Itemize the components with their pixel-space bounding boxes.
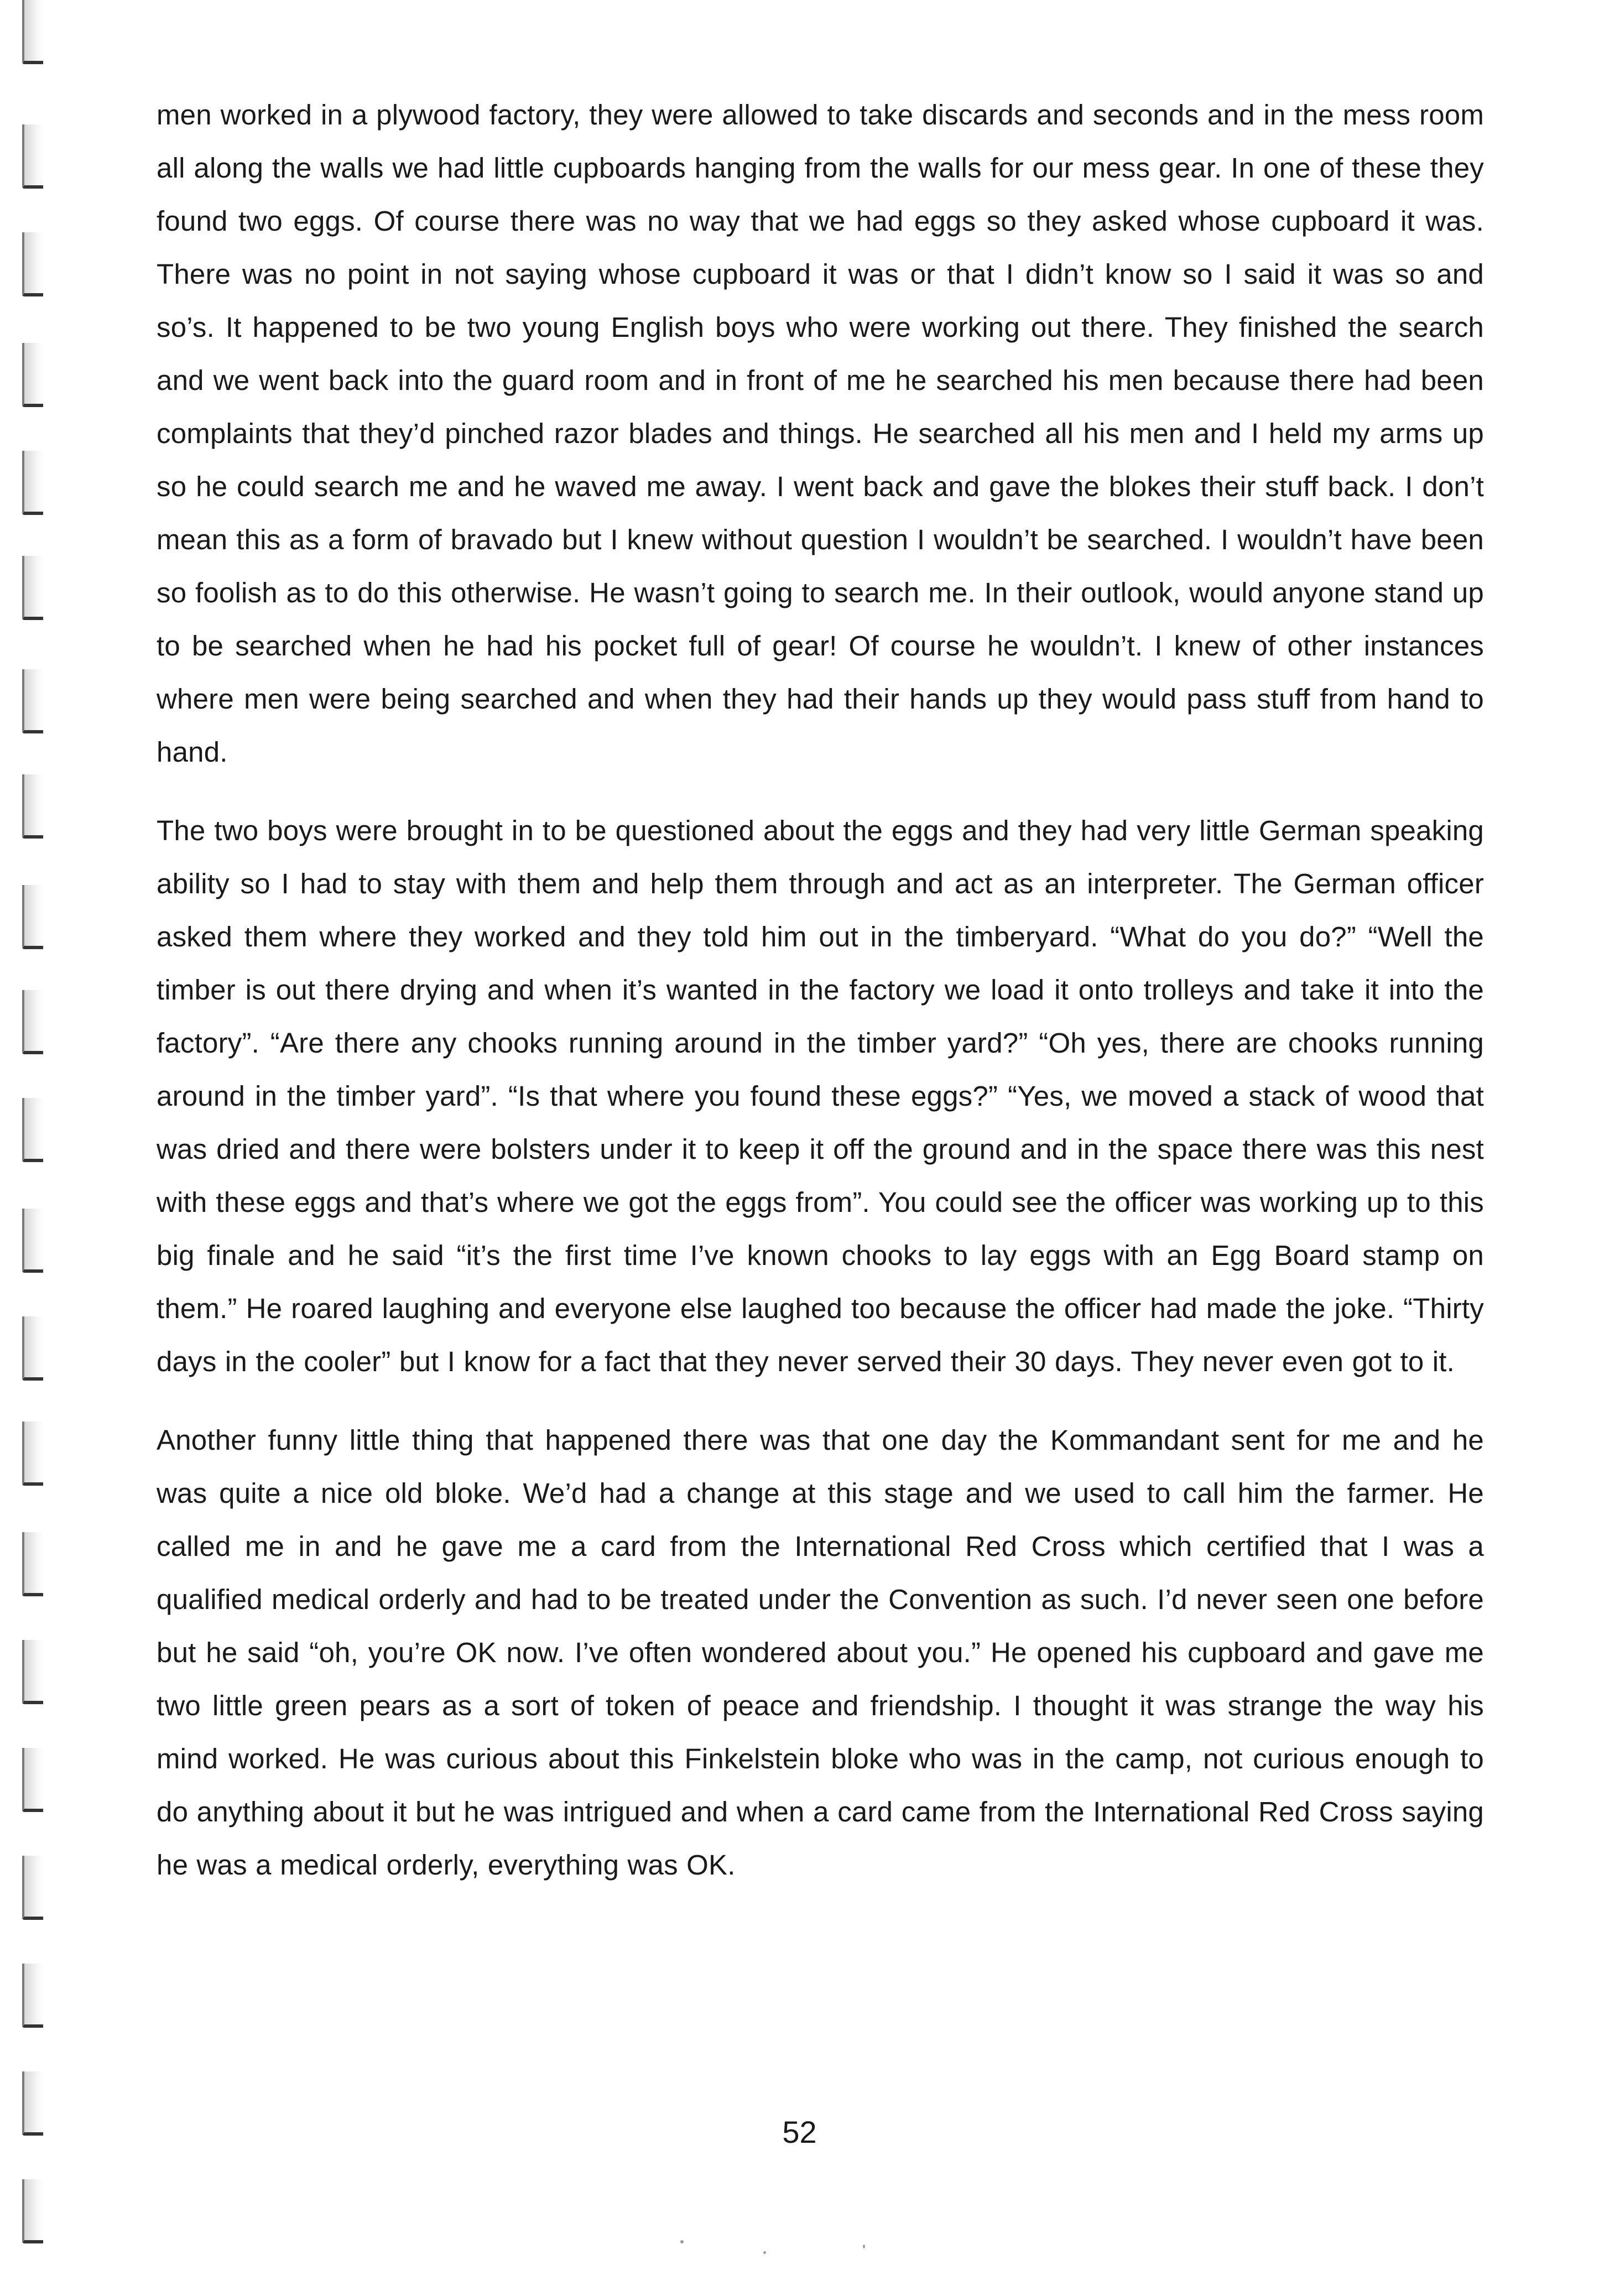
binding-ring — [22, 1209, 43, 1273]
binding-ring — [22, 232, 43, 296]
spiral-binding — [22, 0, 44, 2296]
binding-ring — [22, 1532, 43, 1596]
binding-ring — [22, 0, 43, 64]
paragraph: Another funny little thing that happened there was that one day the Kommandant sent for me and he was quite a nice old bloke. We’d had a change at this stage and we used to call him the farmer. He called me in and he gave me a card from the International Red Cross which certified that I was a qualified medical orderly and had to be treated under the Convention as such. I’d never seen one before but he said “oh, you’re OK now. I’ve often wondered about you.” He opened his cupboard and gave me two little green pears as a sort of token of peace and friendship. I thought it was strange the way his mind worked. He was curious about this Finkelstein bloke who was in the camp, not curious enough to do anything about it but he was intrigued and when a card came from the International Red Cross saying he was a medical orderly, everything was OK. — [157, 1424, 1484, 1881]
binding-ring — [22, 124, 43, 189]
binding-ring — [22, 1422, 43, 1486]
document-body — [157, 88, 1484, 1917]
binding-ring — [22, 885, 43, 949]
binding-ring — [22, 1856, 43, 1920]
paragraph: The two boys were brought in to be questioned about the eggs and they had very little German speaking ability so I had to stay with them and help them through and act as an interpreter. The German officer asked them where they worked and they told him out in the timberyard. “What do you do?” “Well the timber is out there drying and when it’s wanted in the factory we load it onto trolleys and take it into the factory”. “Are there any chooks running around in the timber yard?” “Oh yes, there are chooks running around in the timber yard”. “Is that where you found these eggs?” “Yes, we moved a stack of wood that was dried and there were bolsters under it to keep it off the ground and in the space there was this nest with these eggs and that’s where we got the eggs from”. You could see the officer was working up to this big finale and he said “it’s the first time I’ve known chooks to lay eggs with an Egg Board stamp on them.” He roared laughing and everyone else laughed too because the officer had made the joke. “Thirty days in the cooler” but I know for a fact that they never served their 30 days. They never even got to it. — [157, 815, 1484, 1377]
binding-ring — [22, 1316, 43, 1381]
binding-ring — [22, 556, 43, 620]
binding-ring — [22, 1748, 43, 1812]
page-number: 52 — [782, 2115, 817, 2149]
binding-ring — [22, 669, 43, 733]
binding-ring — [22, 774, 43, 839]
scan-speck — [763, 2251, 766, 2254]
binding-ring — [22, 1098, 43, 1162]
paragraph: men worked in a plywood factory, they were allowed to take discards and seconds and in the mess room all along the walls we had little cupboards hanging from the walls for our mess gear. In one of these they found two eggs. Of course there was no way that we had eggs so they asked whose cupboard it was. There was no point in not saying whose cupboard it was or that I didn’t know so I said it was so and so’s. It happened to be two young English boys who were working out there. They finished the search and we went back into the guard room and in front of me he searched his men because there had been complaints that they’d pinched razor blades and things. He searched all his men and I held my arms up so he could search me and he waved me away. I went back and gave the blokes their stuff back. I don’t mean this as a form of bravado but I knew without question I wouldn’t be searched. I wouldn’t have been so foolish as to do this otherwise. He wasn’t going to search me. In their outlook, would anyone stand up to be searched when he had his pocket full of gear! Of course he wouldn’t. I knew of other instances where men were being searched and when they had their hands up they would pass stuff from hand to hand. — [157, 99, 1484, 768]
binding-ring — [22, 990, 43, 1054]
binding-ring — [22, 343, 43, 407]
binding-ring — [22, 451, 43, 515]
binding-ring — [22, 1640, 43, 1704]
binding-ring — [22, 2179, 43, 2243]
scan-speck — [863, 2245, 865, 2248]
scan-speck — [680, 2240, 684, 2243]
binding-ring — [22, 1964, 43, 2028]
